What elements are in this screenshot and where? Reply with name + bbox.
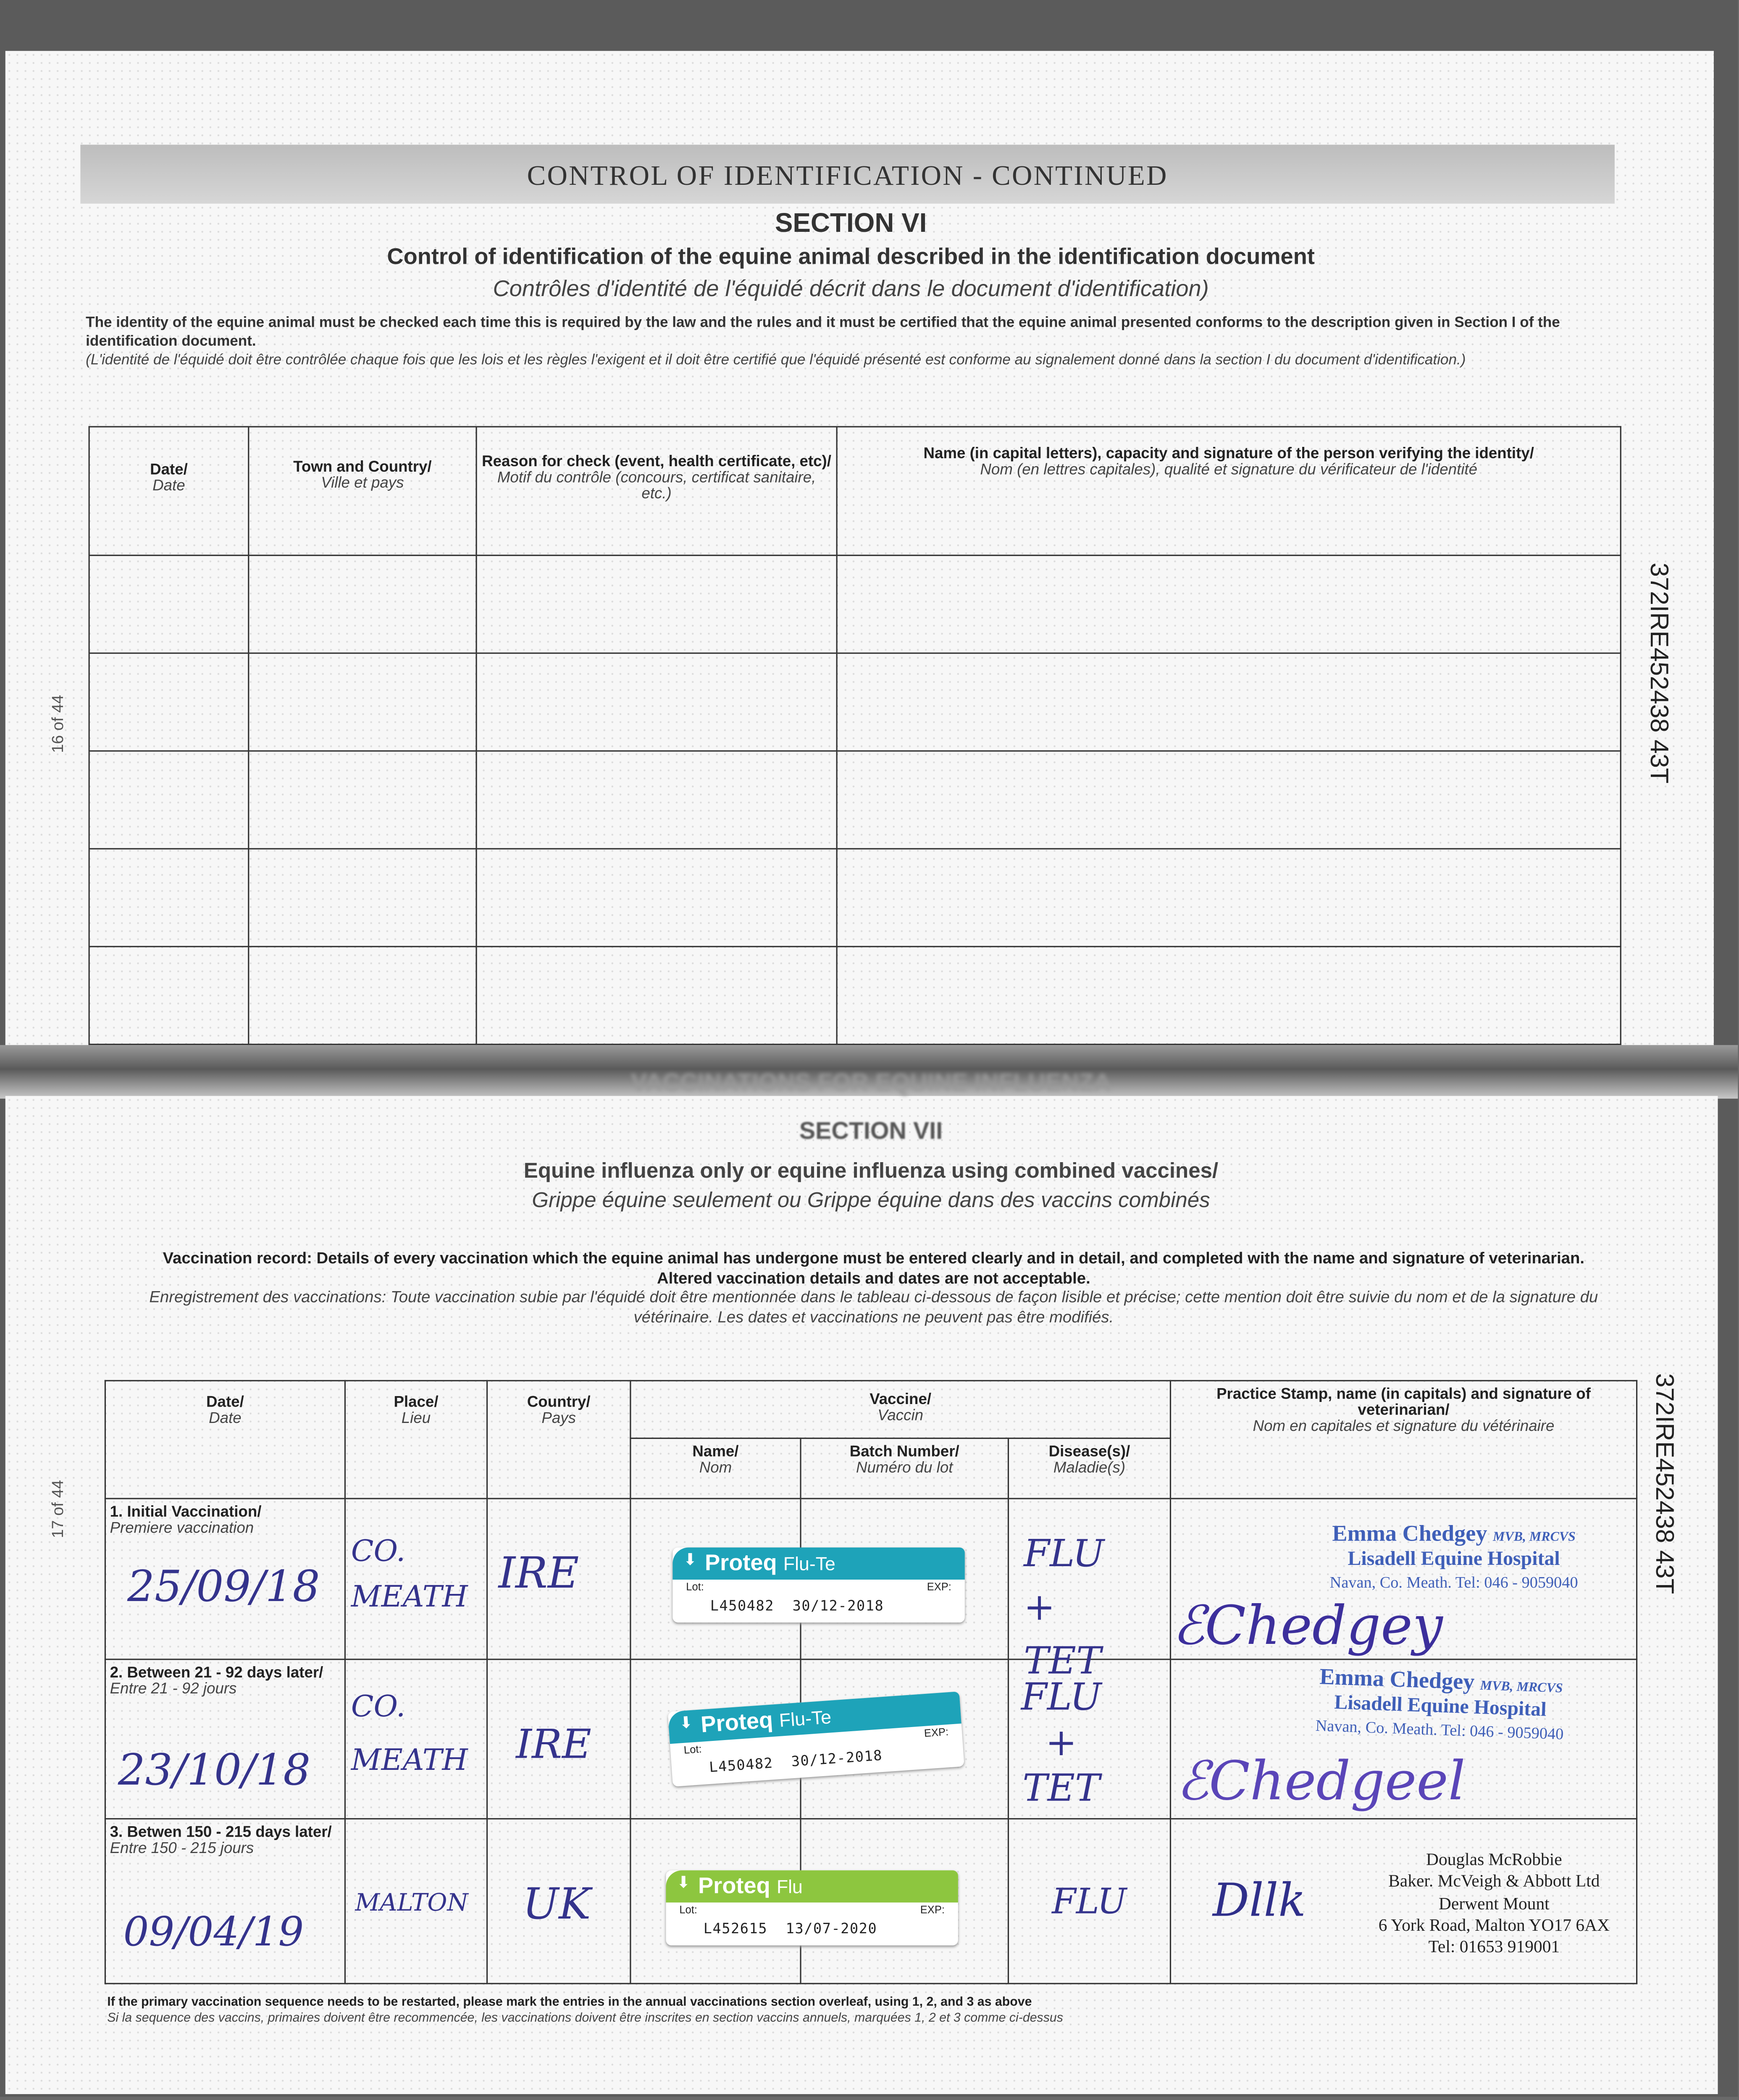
header-vaccine-fr: Vaccin [877,1408,924,1424]
practice-address: Navan, Co. Meath. Tel: 046 - 9059040 [1329,1573,1578,1592]
handwritten-country: IRE [516,1722,591,1769]
lot-label: Lot: [679,1903,697,1916]
vet-quals: MVB, MRCVS [1493,1530,1576,1545]
banner-control-of-identification [80,145,1615,204]
lot-label: Lot: [683,1743,702,1756]
passport-id-top: 372IRE452438 43T [1644,562,1673,784]
row-label: 3. Betwen 150 - 215 days later/ [110,1824,332,1841]
header-date: Date/ [206,1394,244,1411]
handwritten-date: 25/09/18 [127,1561,320,1612]
row-label-fr: Entre 150 - 215 jours [110,1841,254,1857]
lot-number: L450482 [710,1598,775,1614]
section-title: SECTION VI [775,209,927,239]
vaccine-sticker [666,1870,958,1945]
header-verifier: Name (in capital letters), capacity and signature of the person verifying the identity/ [923,446,1534,462]
practice-building: Derwent Mount [1438,1892,1550,1913]
vet-stamp [1279,1661,1602,1746]
header-reason: Reason for check (event, health certificate, etc)/ [482,454,831,470]
header-date-fr: Date [152,478,185,495]
vaccination-intro [110,1249,1638,1288]
lot-label: Lot: [686,1581,704,1593]
table-row [89,555,1621,653]
practice-name: Lisadell Equine Hospital [1334,1693,1547,1722]
passport-id-bottom: 372IRE452438 43T [1649,1373,1678,1594]
intro-text-fr: (L'identité de l'équidé doit être contrôlée chaque fois que les lois et les règles l'exigent et il doit être certifié que l'équidé présenté est conforme au signalement donné dans la section I du document d'identification.) [86,352,1466,369]
banner-vaccinations: VACCINATIONS FOR EQUINE INFLUENZA [630,1069,1111,1096]
identity-check-table [89,426,1621,1045]
vaccine-sticker [672,1547,964,1622]
section-subtitle-fr: Contrôles d'identité de l'équidé décrit dans le document d'identification) [493,276,1209,302]
row-label-fr: Entre 21 - 92 jours [110,1681,237,1698]
vet-name: Emma Chedgey [1332,1520,1487,1546]
handwritten-date: 09/04/19 [123,1909,304,1956]
arrow-down-icon: ⬇ [676,1873,691,1892]
practice-tel: Tel: 01653 919001 [1428,1936,1560,1956]
lot-values [709,1748,883,1776]
section-vii-subtitle-fr: Grippe équine seulement ou Grippe équine dans des vaccins combinés [532,1189,1210,1213]
section-title-vii: SECTION VII [799,1117,943,1144]
table-row [89,849,1621,947]
footer-note-fr: Si la sequence des vaccins, primaires doivent être recommencée, les vaccinations doivent être inscrites en section vaccins annuels, marquées 1, 2 et 3 comme ci-dessus [107,2011,1063,2026]
section-subtitle: Control of identification of the equine animal described in the identification document [387,244,1315,270]
header-batch: Batch Number/ [849,1444,959,1461]
exp-label: EXP: [927,1581,951,1593]
header-batch-fr: Numéro du lot [856,1460,953,1477]
product: Flu-Te [778,1706,832,1731]
vaccination-intro-fr: Enregistrement des vaccinations: Toute vaccination subie par l'équidé doit être mentionnée dans le tableau ci-dessous de façon lisible et précise; cette mention doit être suivie du nom et de la signature du vétérinaire. Les dates et vaccinations ne peuvent pas être modifiés. [149,1287,1598,1326]
practice-name: Baker. McVeigh & Abbott Ltd [1388,1871,1600,1891]
header-name: Name/ [692,1444,739,1461]
sticker-header [672,1547,964,1580]
header-disease-fr: Maladie(s) [1053,1460,1126,1477]
table-row [89,947,1621,1045]
header-town-fr: Ville et pays [321,475,404,492]
page-number-16: 16 of 44 [48,695,67,753]
header-verifier-fr: Nom (en lettres capitales), qualité et signature du vérificateur de l'identité [980,462,1478,478]
intro-block [86,313,1600,370]
handwritten-country: UK [523,1878,591,1929]
section-vii-subtitle: Equine influenza only or equine influenza using combined vaccines/ [523,1160,1219,1183]
exp-label: EXP: [924,1726,949,1740]
practice-name: Lisadell Equine Hospital [1348,1549,1560,1571]
handwritten-disease: FLU [1052,1882,1127,1923]
handwritten-place: CO. MEATH [351,1690,468,1778]
row-label: 2. Between 21 - 92 days later/ [110,1665,323,1682]
vet-signature: Dllk [1212,1874,1306,1928]
handwritten-disease: FLU + TET [1021,1675,1102,1810]
product: Flu-Te [783,1553,835,1575]
lot-number: L450482 [709,1755,774,1776]
expiry-date: 30/12-2018 [792,1598,884,1614]
vet-stamp [1293,1519,1615,1593]
header-practice: Practice Stamp, name (in capitals) and signature of veterinarian/ [1216,1386,1591,1419]
vet-stamp [1360,1849,1628,1958]
header-country: Country/ [527,1394,591,1411]
vaccination-intro-note: Altered vaccination details and dates are not acceptable. [657,1268,1090,1287]
lot-number: L452615 [703,1921,768,1937]
header-vaccine: Vaccine/ [870,1392,932,1408]
lot-values [710,1599,884,1614]
table-header-row [89,427,1621,555]
practice-address: 6 York Road, Malton YO17 6AX [1378,1914,1610,1935]
arrow-down-icon: ⬇ [678,1713,693,1732]
vet-signature: ℰChedgey [1172,1596,1443,1658]
page-number-17: 17 of 44 [48,1480,67,1538]
sticker-header [666,1870,958,1903]
expiry-date: 30/12-2018 [791,1748,883,1770]
vaccination-intro-text: Vaccination record: Details of every vaccination which the equine animal has undergone must be entered clearly and in detail, and completed with the name and signature of veterinarian. [163,1249,1585,1268]
header-reason-fr: Motif du contrôle (concours, certificat sanitaire, etc.) [497,470,816,503]
handwritten-country: IRE [498,1547,579,1599]
vaccination-intro-block [110,1249,1638,1326]
footer-block [107,1995,1063,2027]
brand: Proteq [704,1550,777,1576]
expiry-date: 13/07-2020 [785,1921,877,1937]
vet-quals: MVB, MRCVS [1480,1679,1563,1697]
handwritten-place: CO. MEATH [351,1535,468,1614]
header-town: Town and Country/ [293,459,432,476]
table-row [89,653,1621,751]
product: Flu [776,1876,803,1898]
brand: Proteq [700,1707,774,1738]
header-date: Date/ [150,462,188,478]
exp-label: EXP: [920,1903,945,1916]
table-row [89,751,1621,849]
vet-signature: ℰChedgeel [1176,1751,1466,1813]
vet-name: Douglas McRobbie [1426,1849,1562,1869]
header-date-fr: Date [209,1411,242,1427]
brand: Proteq [698,1873,770,1899]
header-country-fr: Pays [541,1411,576,1427]
row-label: 1. Initial Vaccination/ [110,1504,262,1521]
lot-values [704,1921,877,1937]
header-practice-fr: Nom en capitales et signature du vétérinaire [1253,1419,1555,1435]
intro-text: The identity of the equine animal must be checked each time this is required by the law and the rules and it must be certified that the equine animal presented conforms to the description given in Section I of the identification document. [86,315,1560,350]
header-place: Place/ [394,1394,439,1411]
vaccination-header-row [105,1381,1637,1438]
header-name-fr: Nom [699,1460,732,1477]
arrow-down-icon: ⬇ [683,1550,697,1569]
vet-name: Emma Chedgey [1319,1664,1475,1695]
handwritten-date: 23/10/18 [118,1744,311,1796]
handwritten-disease: FLU + TET [1024,1531,1104,1683]
row-label-fr: Premiere vaccination [110,1520,254,1537]
header-place-fr: Lieu [401,1411,431,1427]
footer-note: If the primary vaccination sequence needs to be restarted, please mark the entries in the annual vaccinations section overleaf, using 1, 2, and 3 as above [107,1995,1032,2010]
handwritten-place: MALTON [355,1889,468,1917]
banner-text: CONTROL OF IDENTIFICATION - CONTINUED [527,159,1168,192]
header-disease: Disease(s)/ [1048,1444,1130,1461]
practice-address: Navan, Co. Meath. Tel: 046 - 9059040 [1315,1716,1564,1743]
